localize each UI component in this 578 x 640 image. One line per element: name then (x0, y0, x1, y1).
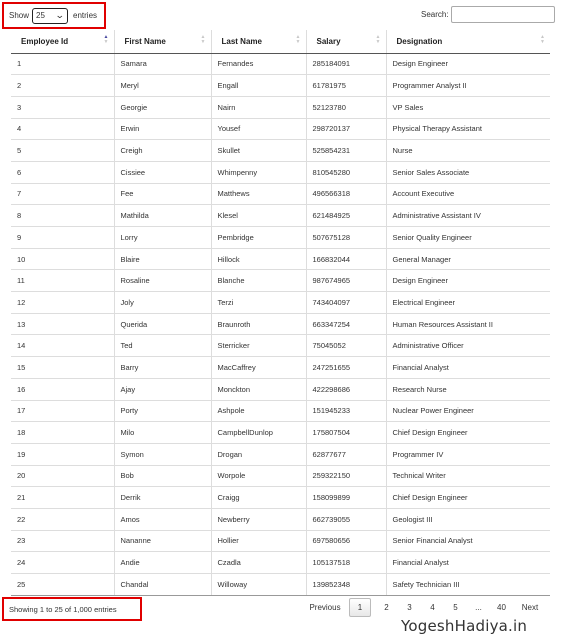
table-row (11, 270, 550, 292)
table-row (11, 227, 550, 249)
show-label: Show (9, 11, 30, 20)
cell-first-name: Bob (114, 465, 211, 487)
table-row (11, 465, 550, 487)
table-row (11, 335, 550, 357)
column-header-employee-id[interactable] (11, 30, 114, 53)
search-input[interactable] (451, 6, 555, 23)
cell-last-name: Monckton (211, 378, 306, 400)
cell-employee-id: 12 (11, 292, 114, 314)
cell-salary: 166832044 (306, 248, 386, 270)
column-header-label: Employee Id (21, 36, 69, 46)
cell-salary: 621484925 (306, 205, 386, 227)
page-button[interactable]: 2 (384, 603, 389, 612)
table-header-row (11, 30, 550, 53)
search-label: Search: (421, 10, 449, 19)
column-header-salary[interactable] (306, 30, 386, 53)
cell-designation: Senior Quality Engineer (386, 227, 550, 249)
cell-designation: Programmer IV (386, 443, 550, 465)
cell-first-name: Joly (114, 292, 211, 314)
table-body (11, 53, 550, 595)
cell-last-name: Engall (211, 75, 306, 97)
cell-employee-id: 15 (11, 357, 114, 379)
cell-employee-id: 10 (11, 248, 114, 270)
cell-salary: 662739055 (306, 508, 386, 530)
cell-designation: Senior Financial Analyst (386, 530, 550, 552)
cell-last-name: Nairn (211, 96, 306, 118)
column-header-label: Salary (316, 36, 341, 46)
cell-last-name: Newberry (211, 508, 306, 530)
table-row (11, 118, 550, 140)
search-control (421, 6, 555, 23)
cell-salary: 105137518 (306, 552, 386, 574)
cell-designation: Financial Analyst (386, 357, 550, 379)
cell-last-name: MacCaffrey (211, 357, 306, 379)
cell-designation: Administrative Officer (386, 335, 550, 357)
cell-salary: 259322150 (306, 465, 386, 487)
page-length-value: 25 (36, 11, 45, 20)
cell-employee-id: 24 (11, 552, 114, 574)
cell-salary: 151945233 (306, 400, 386, 422)
cell-first-name: Samara (114, 53, 211, 75)
cell-designation: Electrical Engineer (386, 292, 550, 314)
cell-salary: 62877677 (306, 443, 386, 465)
table-row (11, 378, 550, 400)
cell-designation: Chief Design Engineer (386, 422, 550, 444)
cell-salary: 507675128 (306, 227, 386, 249)
cell-salary: 697580656 (306, 530, 386, 552)
cell-salary: 247251655 (306, 357, 386, 379)
cell-first-name: Lorry (114, 227, 211, 249)
table-row (11, 292, 550, 314)
table-row (11, 161, 550, 183)
pagination (305, 598, 547, 617)
cell-employee-id: 7 (11, 183, 114, 205)
table-row (11, 313, 550, 335)
cell-salary: 52123780 (306, 96, 386, 118)
page-button[interactable]: 5 (453, 603, 458, 612)
cell-last-name: Czadla (211, 552, 306, 574)
cell-employee-id: 20 (11, 465, 114, 487)
table-row (11, 205, 550, 227)
cell-designation: Geologist III (386, 508, 550, 530)
cell-last-name: Craigg (211, 487, 306, 509)
cell-last-name: Fernandes (211, 53, 306, 75)
previous-button[interactable]: Previous (309, 603, 341, 612)
watermark: YogeshHadiya.in (401, 617, 528, 635)
cell-last-name: Klesel (211, 205, 306, 227)
cell-employee-id: 8 (11, 205, 114, 227)
page-length-control (2, 2, 106, 29)
cell-designation: Financial Analyst (386, 552, 550, 574)
cell-first-name: Blaire (114, 248, 211, 270)
cell-employee-id: 13 (11, 313, 114, 335)
cell-employee-id: 23 (11, 530, 114, 552)
cell-designation: General Manager (386, 248, 550, 270)
cell-designation: Account Executive (386, 183, 550, 205)
cell-employee-id: 19 (11, 443, 114, 465)
cell-designation: Physical Therapy Assistant (386, 118, 550, 140)
cell-last-name: CampbellDunlop (211, 422, 306, 444)
cell-first-name: Ajay (114, 378, 211, 400)
sort-icon: ▲ ▼ (375, 34, 381, 45)
cell-employee-id: 14 (11, 335, 114, 357)
page-button-current[interactable]: 1 (349, 598, 371, 617)
page-length-select[interactable] (32, 8, 68, 24)
cell-employee-id: 3 (11, 96, 114, 118)
cell-first-name: Meryl (114, 75, 211, 97)
cell-first-name: Porty (114, 400, 211, 422)
cell-first-name: Creigh (114, 140, 211, 162)
page-button[interactable]: 3 (407, 603, 412, 612)
cell-last-name: Hollier (211, 530, 306, 552)
cell-employee-id: 6 (11, 161, 114, 183)
cell-first-name: Chandal (114, 574, 211, 596)
cell-designation: Administrative Assistant IV (386, 205, 550, 227)
table-controls (0, 0, 578, 32)
cell-employee-id: 17 (11, 400, 114, 422)
table-row (11, 400, 550, 422)
cell-salary: 298720137 (306, 118, 386, 140)
table-row (11, 574, 550, 596)
cell-salary: 422298686 (306, 378, 386, 400)
cell-employee-id: 25 (11, 574, 114, 596)
employee-table (11, 30, 550, 596)
table-row (11, 487, 550, 509)
next-button[interactable]: Next (521, 603, 539, 612)
cell-employee-id: 1 (11, 53, 114, 75)
table-row (11, 53, 550, 75)
cell-employee-id: 16 (11, 378, 114, 400)
cell-first-name: Georgie (114, 96, 211, 118)
sort-icon: ▲ ▼ (103, 34, 109, 45)
cell-last-name: Whimpenny (211, 161, 306, 183)
table-row (11, 508, 550, 530)
column-header-first-name[interactable] (114, 30, 211, 53)
cell-employee-id: 21 (11, 487, 114, 509)
cell-salary: 496566318 (306, 183, 386, 205)
table-row (11, 443, 550, 465)
column-header-last-name[interactable] (211, 30, 306, 53)
cell-first-name: Mathilda (114, 205, 211, 227)
cell-last-name: Yousef (211, 118, 306, 140)
cell-designation: VP Sales (386, 96, 550, 118)
cell-designation: Research Nurse (386, 378, 550, 400)
cell-first-name: Amos (114, 508, 211, 530)
cell-designation: Nurse (386, 140, 550, 162)
table-row (11, 183, 550, 205)
entries-label: entries (73, 11, 98, 20)
cell-first-name: Derrik (114, 487, 211, 509)
cell-last-name: Blanche (211, 270, 306, 292)
cell-employee-id: 22 (11, 508, 114, 530)
cell-employee-id: 18 (11, 422, 114, 444)
cell-first-name: Fee (114, 183, 211, 205)
cell-designation: Nuclear Power Engineer (386, 400, 550, 422)
cell-employee-id: 5 (11, 140, 114, 162)
cell-first-name: Ted (114, 335, 211, 357)
table-row (11, 422, 550, 444)
table-row (11, 552, 550, 574)
cell-salary: 75045052 (306, 335, 386, 357)
cell-first-name: Andie (114, 552, 211, 574)
cell-last-name: Willoway (211, 574, 306, 596)
column-header-label: First Name (124, 36, 166, 46)
cell-last-name: Braunroth (211, 313, 306, 335)
cell-first-name: Rosaline (114, 270, 211, 292)
sort-icon: ▲ ▼ (295, 34, 301, 45)
cell-employee-id: 4 (11, 118, 114, 140)
cell-designation: Human Resources Assistant II (386, 313, 550, 335)
cell-designation: Safety Technician III (386, 574, 550, 596)
cell-salary: 139852348 (306, 574, 386, 596)
cell-first-name: Erwin (114, 118, 211, 140)
cell-last-name: Sterricker (211, 335, 306, 357)
cell-last-name: Worpole (211, 465, 306, 487)
cell-last-name: Drogan (211, 443, 306, 465)
cell-salary: 987674965 (306, 270, 386, 292)
column-header-designation[interactable] (386, 30, 550, 53)
cell-designation: Design Engineer (386, 53, 550, 75)
cell-last-name: Matthews (211, 183, 306, 205)
table-row (11, 75, 550, 97)
cell-last-name: Terzi (211, 292, 306, 314)
sort-icon: ▲ ▼ (200, 34, 206, 45)
cell-salary: 158099899 (306, 487, 386, 509)
cell-first-name: Symon (114, 443, 211, 465)
sort-icon: ▲ ▼ (540, 34, 545, 45)
cell-employee-id: 9 (11, 227, 114, 249)
cell-designation: Senior Sales Associate (386, 161, 550, 183)
cell-salary: 743404097 (306, 292, 386, 314)
table-row (11, 96, 550, 118)
cell-salary: 810545280 (306, 161, 386, 183)
cell-first-name: Barry (114, 357, 211, 379)
cell-salary: 61781975 (306, 75, 386, 97)
cell-first-name: Nananne (114, 530, 211, 552)
table-row (11, 530, 550, 552)
cell-designation: Chief Design Engineer (386, 487, 550, 509)
cell-employee-id: 2 (11, 75, 114, 97)
table-info: Showing 1 to 25 of 1,000 entries (2, 597, 142, 621)
pagination-ellipsis: ... (475, 603, 482, 612)
cell-designation: Technical Writer (386, 465, 550, 487)
cell-first-name: Querida (114, 313, 211, 335)
cell-salary: 285184091 (306, 53, 386, 75)
page-button-last[interactable]: 40 (497, 603, 506, 612)
cell-designation: Design Engineer (386, 270, 550, 292)
cell-last-name: Skullet (211, 140, 306, 162)
cell-employee-id: 11 (11, 270, 114, 292)
table-row (11, 248, 550, 270)
column-header-label: Last Name (221, 36, 262, 46)
cell-last-name: Hillock (211, 248, 306, 270)
cell-first-name: Milo (114, 422, 211, 444)
cell-designation: Programmer Analyst II (386, 75, 550, 97)
cell-last-name: Ashpole (211, 400, 306, 422)
cell-salary: 525854231 (306, 140, 386, 162)
cell-salary: 663347254 (306, 313, 386, 335)
cell-first-name: Cissiee (114, 161, 211, 183)
cell-salary: 175807504 (306, 422, 386, 444)
column-header-label: Designation (396, 36, 443, 46)
cell-last-name: Pembridge (211, 227, 306, 249)
table-row (11, 357, 550, 379)
page-button[interactable]: 4 (430, 603, 435, 612)
chevron-down-icon: ⌄ (55, 10, 66, 20)
table-row (11, 140, 550, 162)
